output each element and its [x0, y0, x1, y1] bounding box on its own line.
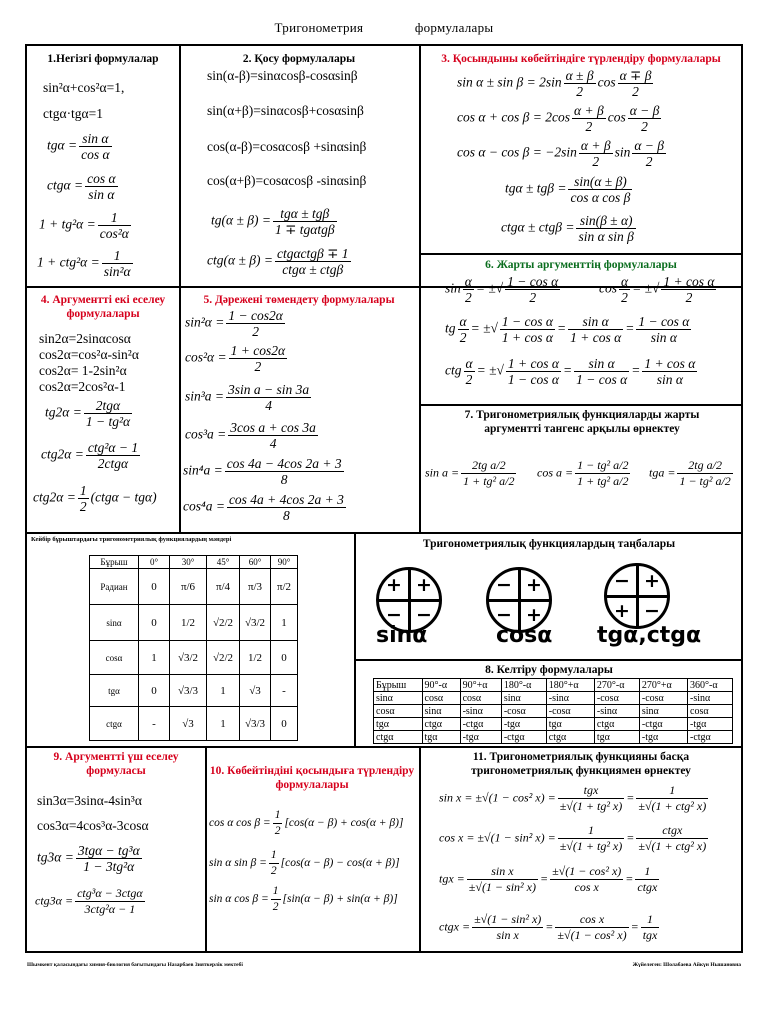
formula: sin(α-β)=sinαcosβ-cosαsinβ: [207, 68, 358, 83]
section-triple-head: 9. Аргументті үш еселеу формуласы: [53, 751, 179, 777]
formula: sin3α=3sinα-4sin³α: [37, 793, 142, 808]
reduction-cell: tgα: [546, 718, 594, 731]
formula: sin³a = $\frac{\text{3sin a − sin 3a}}{4}$: [185, 382, 310, 413]
values-cell: 0: [139, 675, 170, 707]
values-cell: 1: [271, 605, 298, 641]
formula: sin2α=2sinαcosα: [39, 331, 131, 346]
formula: sin⁴a = $\frac{\cos 4a - 4\cos 2a + 3}{8}$: [183, 456, 342, 487]
values-cell: cosα: [90, 641, 139, 675]
formula: sin α cos β = $\frac{1}{2}$ [sin(α − β) + sin(α + β)]: [209, 885, 398, 913]
reduction-cell: cosα: [460, 692, 501, 705]
formula: ctg2α = $\frac{\text{ctg²α − 1}}{\text{2ctgα}}$: [41, 440, 139, 471]
divider: [179, 46, 181, 532]
reduction-header-cell: 360°-α: [688, 679, 733, 692]
values-cell: tgα: [90, 675, 139, 707]
formula: cos²α = $\frac{1 + \cos 2\alpha}{2}$: [185, 343, 286, 374]
section-values-head: Кейбір бұрыштардағы тригонометриялық функциялардың мәндері: [31, 536, 232, 543]
formula: cos2α=cos²α-sin²α: [39, 347, 139, 362]
reduction-cell: ctgα: [374, 731, 423, 744]
divider: [419, 253, 741, 255]
values-header-cell: 45°: [207, 556, 240, 569]
formula: ctgx = $\frac{\text{±√(1 − sin² x)}}{\text{sin x}}$ = $\frac{\text{cos x}}{\text{±√(1 − cos² x)}}$ = $\frac{1}{\text{tgx}}$: [439, 912, 658, 942]
values-cell: 0: [271, 707, 298, 741]
footer-school: Шымкент қаласындағы химия-биология бағытындағы Назарбаев Зияткерлік мектебі: [27, 962, 243, 968]
reduction-cell: -tgα: [688, 718, 733, 731]
formula: cos2α=2cos²α-1: [39, 379, 126, 394]
formula: cos³a = $\frac{\text{3cos a + cos 3a}}{4}$: [185, 420, 316, 451]
values-cell: π/6: [170, 569, 207, 605]
page-title: [0, 20, 768, 36]
tg-sign-circle: [604, 563, 670, 629]
sign-quadrant: +: [526, 574, 542, 596]
sign-quadrant: −: [644, 600, 660, 622]
section-reduction-head: 8. Келтіру формулалары: [485, 664, 613, 676]
formula: cos(α-β)=cosαcosβ +sinαsinβ: [207, 139, 367, 154]
values-header-cell: 30°: [170, 556, 207, 569]
values-cell: π/3: [240, 569, 271, 605]
values-cell: 1/2: [170, 605, 207, 641]
formula: sin $\frac{\alpha}{2}$ = ±√ $\frac{\text{1 − cos α}}{2}$: [445, 274, 559, 305]
divider: [419, 746, 421, 951]
values-cell: √3/2: [240, 605, 271, 641]
title-left: Тригонометрия: [274, 20, 364, 35]
divider: [419, 46, 421, 532]
footer-author: Жүйелеген: Шолабаева Айкүн Нышановна: [632, 962, 741, 968]
divider: [205, 746, 207, 951]
formula-sheet: [25, 44, 743, 953]
values-cell: √3: [170, 707, 207, 741]
section-expressing-head: 11. Тригонометриялық функцияны басқа тригонометриялық функциямен өрнектеу: [471, 751, 691, 777]
formula: cos(α+β)=cosαcosβ -sinαsinβ: [207, 173, 367, 188]
values-cell: √2/2: [207, 641, 240, 675]
reduction-cell: sinα: [501, 692, 546, 705]
values-cell: √3: [240, 675, 271, 707]
values-cell: Радиан: [90, 569, 139, 605]
values-cell: 1: [207, 707, 240, 741]
formula: tg $\frac{\alpha}{2}$ = ±√ $\frac{\text{1 − cos α}}{\text{1 + cos α}}$ = $\frac{\text{sin α}}{\text{1 + cos α}}$ = $\frac{\text{1 − cos α}}{\text{sin α}}$: [445, 314, 690, 345]
reduction-cell: cosα: [422, 692, 460, 705]
formula: 1 + ctg²α = $\frac{1}{\text{sin²α}}$: [37, 248, 131, 279]
reduction-cell: cosα: [374, 705, 423, 718]
reduction-header-cell: 180°+α: [546, 679, 594, 692]
values-cell: 1: [139, 641, 170, 675]
section-power-reduction-head: 5. Дәрежені төмендету формулалары: [203, 294, 395, 306]
sign-quadrant: +: [416, 574, 432, 596]
sign-quadrant: −: [496, 574, 512, 596]
sign-quadrant: +: [614, 600, 630, 622]
sign-quadrant: +: [386, 574, 402, 596]
reduction-cell: ctgα: [422, 718, 460, 731]
formula: cos x = ±√(1 − sin² x) = $\frac{1}{\text{±√(1 + tg² x)}}$ = $\frac{\text{ctgx}}{\text{±√(1 + ctg² x)}}$: [439, 823, 707, 853]
formula: cos3α=4cos³α-3cosα: [37, 818, 149, 833]
formula: sin²α+cos²α=1,: [43, 80, 125, 95]
section-basic-head: 1.Негізгі формулалар: [47, 53, 159, 65]
formula: cos α + cos β = 2cos $\frac{\alpha + \beta}{2}$ cos $\frac{\alpha - \beta}{2}$: [457, 103, 660, 134]
values-cell: π/4: [207, 569, 240, 605]
reduction-header-cell: 180°-α: [501, 679, 546, 692]
sign-quadrant: −: [614, 570, 630, 592]
values-cell: 1: [207, 675, 240, 707]
reduction-header-cell: 270°+α: [639, 679, 687, 692]
reduction-cell: -cosα: [594, 692, 639, 705]
formula: tg(α ± β) = $\frac{\text{tgα ± tgβ}}{\text{1 ∓ tgαtgβ}}$: [211, 206, 335, 237]
formula: ctg2α = $\frac{1}{2}$ (ctgα − tgα): [33, 483, 157, 514]
formula: cos a = $\frac{\text{1 − tg² a/2}}{\text{1 + tg² a/2}}$: [537, 458, 629, 488]
sign-quadrant: −: [386, 604, 402, 626]
reduction-cell: ctgα: [594, 718, 639, 731]
values-header-cell: 60°: [240, 556, 271, 569]
values-table: [89, 555, 298, 741]
values-cell: √3/2: [170, 641, 207, 675]
formula: cos2α= 1-2sin²α: [39, 363, 127, 378]
formula: sin a = $\frac{\text{2tg a/2}}{\text{1 + tg² a/2}}$: [425, 458, 515, 488]
formula: sin x = ±√(1 − cos² x) = $\frac{\text{tgx}}{\text{±√(1 + tg² x)}}$ = $\frac{1}{\text{±√(1 + ctg² x)}}$: [439, 783, 707, 813]
sin-sign-label: sinα: [376, 623, 428, 648]
values-header-cell: 0°: [139, 556, 170, 569]
formula: sin²α = $\frac{1 - \cos 2\alpha}{2}$: [185, 308, 283, 339]
divider: [354, 532, 356, 746]
reduction-cell: tgα: [422, 731, 460, 744]
formula: tgα = $\frac{\text{sin α}}{\text{cos α}}$: [47, 131, 110, 162]
reduction-cell: -sinα: [594, 705, 639, 718]
reduction-cell: -sinα: [546, 692, 594, 705]
formula: cos α cos β = $\frac{1}{2}$ [cos(α − β) + cos(α + β)]: [209, 809, 404, 837]
formula: ctg $\frac{\alpha}{2}$ = ±√ $\frac{\text{1 + cos α}}{\text{1 − cos α}}$ = $\frac{\text{sin α}}{\text{1 − cos α}}$ = $\frac{\text{1 + cos α}}{\text{sin α}}$: [445, 356, 696, 387]
reduction-cell: -cosα: [546, 705, 594, 718]
values-cell: 0: [139, 605, 170, 641]
section-product-to-sum-head: 10. Көбейтіндіні қосындыға түрлендіру формулалары: [209, 765, 415, 791]
values-header-cell: Бұрыш: [90, 556, 139, 569]
reduction-header-cell: 90°+α: [460, 679, 501, 692]
reduction-header-cell: 270°-α: [594, 679, 639, 692]
formula: tg3α = $\frac{\text{3tgα − tg³α}}{\text{1 − 3tg²α}}$: [37, 843, 140, 874]
reduction-cell: -tgα: [501, 718, 546, 731]
reduction-cell: -cosα: [639, 692, 687, 705]
reduction-cell: ctgα: [546, 731, 594, 744]
sign-quadrant: +: [644, 570, 660, 592]
reduction-cell: -sinα: [460, 705, 501, 718]
formula: sin α ± sin β = 2sin $\frac{\alpha \pm \beta}{2}$ cos $\frac{\alpha \mp \beta}{2}$: [457, 68, 652, 99]
formula: tg2α = $\frac{\text{2tgα}}{\text{1 − tg²α}}$: [45, 398, 131, 429]
reduction-cell: -tgα: [460, 731, 501, 744]
reduction-cell: -ctgα: [460, 718, 501, 731]
formula: cos⁴a = $\frac{\cos 4a + 4\cos 2a + 3}{8}$: [183, 492, 344, 523]
section-half-tangent-head: 7. Тригонометриялық функцияларды жарты аргументті тангенс арқылы өрнектеу: [464, 409, 700, 435]
reduction-cell: -ctgα: [639, 718, 687, 731]
reduction-cell: -ctgα: [501, 731, 546, 744]
reduction-cell: tgα: [594, 731, 639, 744]
section-sum-to-product-head: 3. Қосындыны көбейтіндіге түрлендіру формулалары: [441, 53, 721, 65]
values-cell: √3/3: [240, 707, 271, 741]
values-cell: √3/3: [170, 675, 207, 707]
divider: [27, 746, 741, 748]
reduction-cell: -cosα: [501, 705, 546, 718]
section-signs-head: Тригонометриялық функциялардың таңбалары: [422, 538, 676, 550]
values-cell: 0: [139, 569, 170, 605]
divider: [354, 659, 741, 661]
formula: cos α − cos β = −2sin $\frac{\alpha + \beta}{2}$ sin $\frac{\alpha - \beta}{2}$: [457, 138, 664, 169]
section-addition-head: 2. Қосу формулалары: [242, 53, 356, 65]
reduction-table: [373, 678, 733, 744]
reduction-header-cell: 90°-α: [422, 679, 460, 692]
tg-sign-label: tgα,ctgα: [597, 623, 702, 648]
formula: cos $\frac{\alpha}{2}$ = ±√ $\frac{\text{1 + cos α}}{2}$: [599, 274, 715, 305]
formula: ctgα·tgα=1: [43, 106, 103, 121]
formula: sin(α+β)=sinαcosβ+cosαsinβ: [207, 103, 364, 118]
sign-quadrant: −: [496, 604, 512, 626]
values-cell: 0: [271, 641, 298, 675]
reduction-cell: sinα: [422, 705, 460, 718]
formula: ctg3α = $\frac{\text{ctg³α − 3ctgα}}{\text{3ctg²α − 1}}$: [35, 886, 143, 916]
cos-sign-label: cosα: [496, 623, 553, 648]
values-cell: 1/2: [240, 641, 271, 675]
reduction-cell: cosα: [688, 705, 733, 718]
values-cell: -: [139, 707, 170, 741]
formula: ctg(α ± β) = $\frac{\text{ctgαctgβ ∓ 1}}{\text{ctgα ± ctgβ}}$: [207, 246, 349, 277]
reduction-header-cell: Бұрыш: [374, 679, 423, 692]
formula: 1 + tg²α = $\frac{1}{\text{cos²α}}$: [39, 210, 129, 241]
sign-quadrant: −: [416, 604, 432, 626]
formula: sin α sin β = $\frac{1}{2}$ [cos(α − β) − cos(α + β)]: [209, 849, 400, 877]
reduction-cell: -sinα: [688, 692, 733, 705]
reduction-cell: sinα: [639, 705, 687, 718]
section-half-angle-head: 6. Жарты аргументтің формулалары: [485, 259, 677, 271]
formula: ctgα ± ctgβ = $\frac{\sin(\beta \pm \alpha)}{\text{sin α sin β}}$: [501, 213, 634, 244]
values-cell: √2/2: [207, 605, 240, 641]
values-cell: sinα: [90, 605, 139, 641]
sign-quadrant: +: [526, 604, 542, 626]
formula: ctgα = $\frac{\text{cos α}}{\text{sin α}}$: [47, 171, 116, 202]
formula: tgx = $\frac{\text{sin x}}{\text{±√(1 − sin² x)}}$ = $\frac{\text{±√(1 − cos² x)}}{\text{cos x}}$ = $\frac{1}{\text{ctgx}}$: [439, 864, 658, 894]
divider: [27, 532, 741, 534]
reduction-cell: -tgα: [639, 731, 687, 744]
reduction-cell: tgα: [374, 718, 423, 731]
section-double-head: 4. Аргументті екі еселеу формулалары: [40, 294, 166, 320]
reduction-cell: sinα: [374, 692, 423, 705]
values-header-cell: 90°: [271, 556, 298, 569]
formula: tgα ± tgβ = $\frac{\sin(\alpha \pm \beta)}{\text{cos α cos β}}$: [505, 174, 631, 205]
values-cell: ctgα: [90, 707, 139, 741]
values-cell: -: [271, 675, 298, 707]
divider: [419, 404, 741, 406]
values-cell: π/2: [271, 569, 298, 605]
reduction-cell: -ctgα: [688, 731, 733, 744]
title-right: формулалары: [414, 20, 494, 35]
formula: tga = $\frac{\text{2tg a/2}}{\text{1 − tg² a/2}}$: [649, 458, 731, 488]
